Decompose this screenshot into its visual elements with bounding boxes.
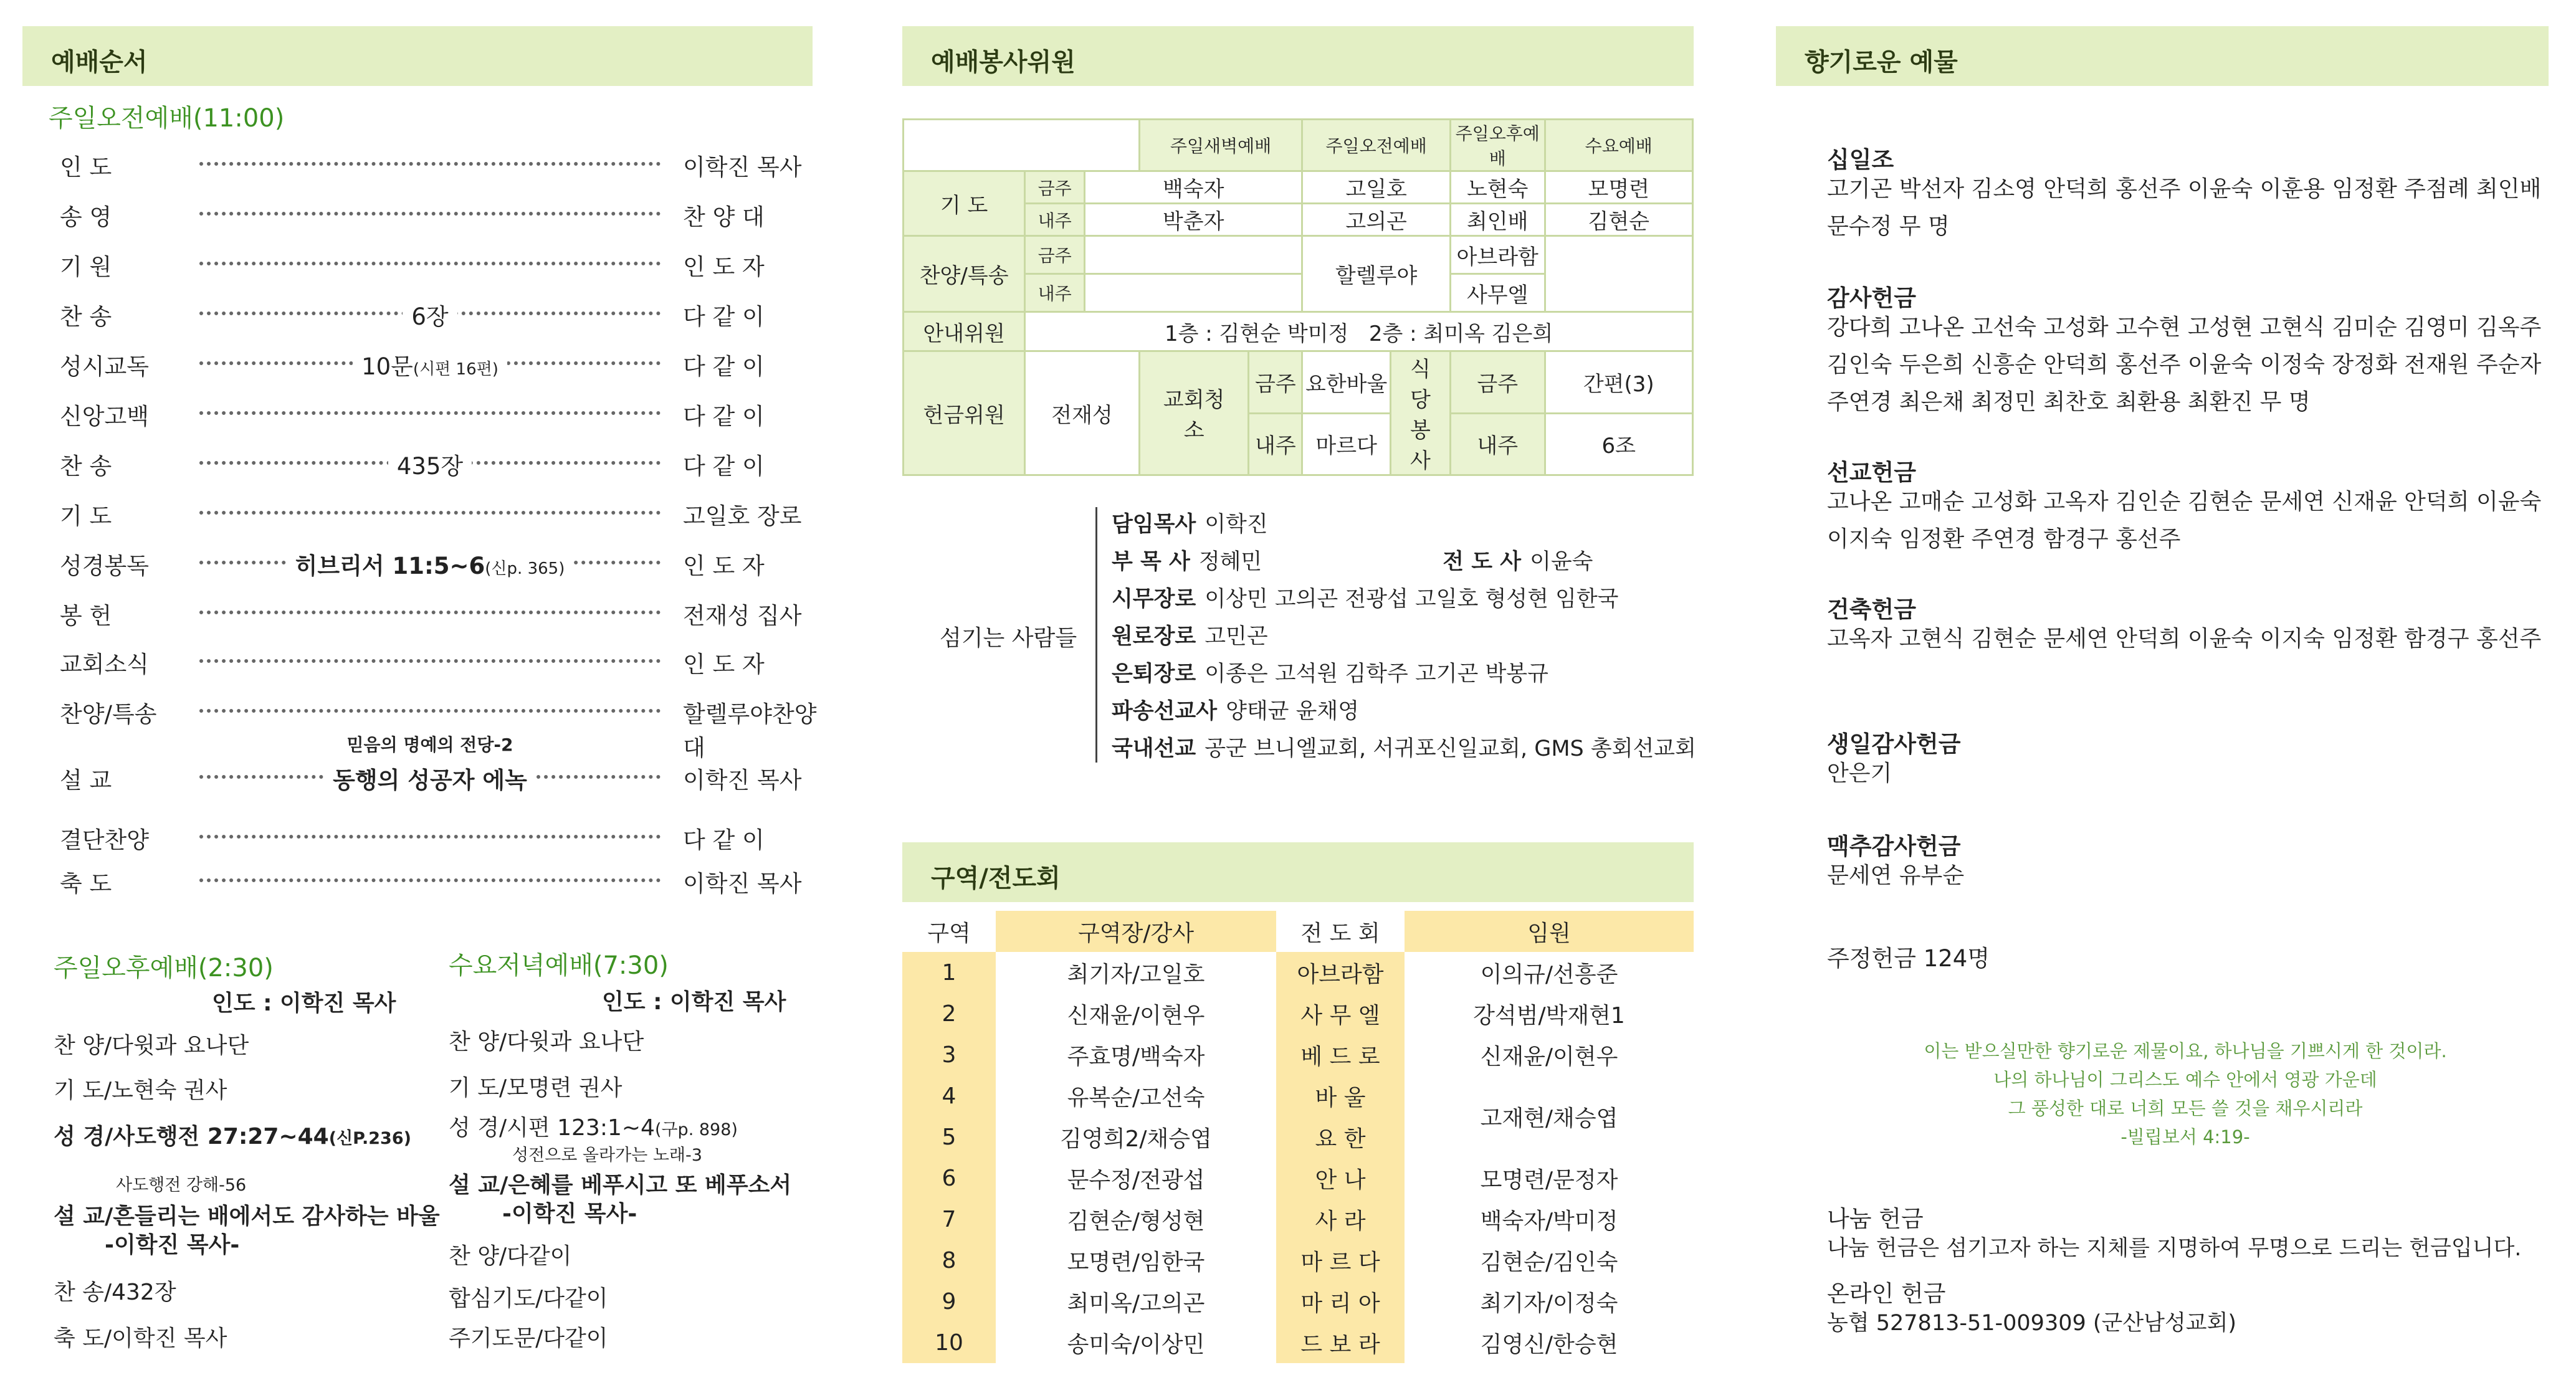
leader-line: 원로장로 고민곤	[1112, 624, 1268, 649]
cleaning-label: 교회청소	[1139, 351, 1249, 475]
order-item-detail: 435장	[199, 447, 661, 481]
order-row	[60, 547, 776, 584]
district-cell-no: 4	[902, 1075, 996, 1116]
order-item-person: 다 같 이	[683, 827, 765, 854]
order-item-person: 다 같 이	[683, 303, 765, 330]
leader-dots	[199, 878, 661, 882]
prayer-dawn-this: 백숙자	[1085, 171, 1302, 204]
header-dawn: 주일새벽예배	[1139, 120, 1302, 171]
this-week-label: 금주	[1450, 351, 1545, 414]
order-item-label: 찬양/특송	[60, 701, 157, 728]
wednesday-line: 설 교/은혜를 베푸시고 또 베푸소서	[449, 1172, 792, 1198]
district-cell-society: 마 르 다	[1276, 1240, 1405, 1281]
sunday-offering: 주정헌금 124명	[1827, 945, 1990, 972]
district-row	[902, 1075, 1694, 1116]
leader-dots	[199, 262, 661, 265]
order-item-person: 다 같 이	[683, 353, 765, 380]
section-header-offerings: 향기로운 예물	[1776, 26, 2549, 86]
afternoon-line: -이학진 목사-	[105, 1232, 240, 1258]
district-header: 전 도 회	[1300, 920, 1380, 946]
order-item-label: 신앙고백	[60, 403, 149, 430]
header-morning: 주일오전예배	[1302, 120, 1451, 171]
volunteer-table	[902, 118, 1694, 476]
district-header: 구역	[927, 920, 971, 946]
district-row	[902, 993, 1694, 1034]
order-item-label: 봉 헌	[60, 602, 112, 629]
order-item-person: 이학진 목사	[683, 154, 802, 181]
sharing-offering-title: 나눔 헌금	[1827, 1205, 1924, 1232]
next-week-label: 내주	[1450, 413, 1545, 475]
order-row	[60, 397, 776, 435]
district-cell-leader: 김현순/형성현	[1067, 1208, 1205, 1234]
district-cell-no: 6	[902, 1158, 996, 1199]
order-row	[60, 645, 776, 683]
this-week-label: 금주	[1025, 171, 1085, 204]
offering-title: 맥추감사헌금	[1827, 833, 1961, 860]
offering-committee-name: 전재성	[1025, 351, 1140, 475]
order-item-label: 송 영	[60, 204, 112, 231]
online-offering-account: 농협 527813-51-009309 (군산남성교회)	[1827, 1311, 2237, 1336]
header-afternoon: 주일오후예배	[1450, 120, 1545, 171]
prayer-morning-next: 고의곤	[1302, 204, 1451, 236]
prayer-wednesday-this: 모명련	[1545, 171, 1692, 204]
offering-title: 십일조	[1827, 146, 1894, 173]
wednesday-line: 주기도문/다같이	[449, 1326, 608, 1351]
next-week-label: 내주	[1025, 274, 1085, 312]
district-cell-officer: 이의규/선흥준	[1480, 961, 1618, 987]
offering-title: 건축헌금	[1827, 596, 1916, 623]
afternoon-line: 찬 송/432장	[54, 1280, 176, 1305]
cleaning-this: 요한바울	[1302, 351, 1391, 414]
district-cell-no: 8	[902, 1240, 996, 1281]
leader-line: 시무장로 이상민 고의곤 전광섭 고일호 형성현 임한국	[1112, 587, 1619, 612]
leader-dots	[199, 411, 661, 415]
order-item-label: 기 원	[60, 254, 112, 280]
wednesday-line: 찬 양/다윗과 요나단	[449, 1029, 644, 1055]
wednesday-line: -이학진 목사-	[502, 1201, 637, 1227]
order-row	[60, 735, 802, 799]
leader-dots	[199, 611, 661, 614]
district-row	[902, 1158, 1694, 1199]
section-header-districts: 구역/전도회	[902, 842, 1694, 902]
district-header: 임원	[1405, 911, 1694, 952]
order-item-person: 인 도 자	[683, 254, 765, 280]
this-week-label: 금주	[1025, 236, 1085, 274]
district-cell-officer: 백숙자/박미정	[1480, 1208, 1618, 1234]
order-item-person: 할렐루야찬양대	[683, 701, 817, 761]
leader-dots	[199, 709, 661, 713]
district-row	[902, 1240, 1694, 1281]
offering-title: 생일감사헌금	[1827, 731, 1961, 758]
afternoon-service-title: 주일오후예배(2:30)	[54, 954, 274, 982]
order-item-label: 기 도	[60, 503, 112, 530]
offering-donors: 안은기	[1827, 761, 1892, 786]
afternoon-line: 찬 양/다윗과 요나단	[54, 1033, 249, 1058]
order-item-person: 다 같 이	[683, 403, 765, 430]
wednesday-service-title: 수요저녁예배(7:30)	[449, 951, 669, 980]
online-offering-title: 온라인 헌금	[1827, 1280, 1946, 1307]
order-row	[60, 597, 802, 634]
district-row	[902, 1281, 1694, 1322]
district-cell-officer: 김영신/한승현	[1480, 1331, 1618, 1358]
usher-label: 안내위원	[904, 312, 1025, 351]
order-item-person: 인 도 자	[683, 651, 765, 678]
order-item-label: 성경봉독	[60, 553, 149, 579]
cleaning-next: 마르다	[1302, 413, 1391, 475]
praise-label: 찬양/특송	[904, 236, 1025, 312]
next-week-label: 내주	[1025, 204, 1085, 236]
district-cell-officer: 김현순/김인숙	[1480, 1249, 1618, 1275]
order-item-person: 찬 양 대	[683, 204, 765, 231]
header-wednesday: 수요예배	[1545, 120, 1692, 171]
district-cell-officer: 강석범/박재현1	[1473, 1002, 1625, 1029]
order-item-person: 이학진 목사	[683, 870, 802, 897]
district-cell-society: 베 드 로	[1276, 1034, 1405, 1075]
leader-dots	[199, 162, 661, 166]
order-item-label: 결단찬양	[60, 827, 149, 854]
order-row	[60, 348, 776, 385]
district-row	[902, 1034, 1694, 1075]
section-header-order: 예배순서	[22, 26, 813, 86]
district-row	[902, 952, 1694, 993]
offering-donors: 문세연 유부순	[1827, 863, 1965, 888]
order-item-detail: 동행의 성공자 에녹 믿음의 명예의 전당-2	[199, 761, 661, 795]
wednesday-leader: 인도 : 이학진 목사	[602, 989, 786, 1015]
afternoon-line: 설 교/흔들리는 배에서도 감사하는 바울	[54, 1204, 440, 1229]
wednesday-line: 성 경/시편 123:1~4(구p. 898)	[449, 1115, 738, 1141]
district-cell-leader: 유복순/고선숙	[1067, 1085, 1205, 1111]
order-row	[60, 497, 802, 535]
district-cell-no: 1	[902, 952, 996, 993]
order-item-detail: 6장	[199, 298, 661, 331]
district-cell-society: 바 울	[1276, 1075, 1405, 1116]
dining-next: 6조	[1545, 413, 1692, 475]
prayer-afternoon-this: 노현숙	[1450, 171, 1545, 204]
district-cell-society: 아브라함	[1276, 952, 1405, 993]
district-cell-society: 요 한	[1276, 1116, 1405, 1158]
order-row	[60, 198, 776, 235]
afternoon-line: 성 경/사도행전 27:27~44(신P.236)	[54, 1124, 411, 1149]
district-cell-no: 2	[902, 993, 996, 1034]
order-item-person: 인 도 자	[683, 553, 765, 579]
prayer-label: 기 도	[904, 171, 1025, 236]
district-cell-no: 9	[902, 1281, 996, 1322]
district-cell-officer: 고재현/채승엽	[1480, 1105, 1618, 1131]
offering-donors: 고기곤 박선자 김소영 안덕희 홍선주 이윤숙 이훈용 임정환 주점례 최인배 문수정 무 명	[1827, 176, 2542, 239]
district-cell-no: 3	[902, 1034, 996, 1075]
order-item-person: 고일호 장로	[683, 503, 802, 530]
dining-label: 식당봉사	[1391, 351, 1451, 475]
order-row	[60, 447, 776, 485]
district-cell-no: 10	[902, 1322, 996, 1363]
leader-line: 파송선교사 양태균 윤채영	[1112, 699, 1360, 724]
prayer-dawn-next: 박춘자	[1085, 204, 1302, 236]
leader-line: 부 목 사 정혜민 전 도 사 이윤숙	[1112, 549, 1593, 574]
order-row	[60, 298, 776, 335]
sermon-series: 믿음의 명예의 전당-2	[346, 735, 513, 755]
district-row	[902, 1322, 1694, 1363]
order-row	[60, 821, 776, 858]
district-cell-leader: 문수정/전광섭	[1067, 1167, 1205, 1193]
order-row	[60, 248, 776, 285]
order-item-label: 축 도	[60, 870, 112, 897]
leader-line: 국내선교 공군 브니엘교회, 서귀포신일교회, GMS 총회선교회	[1112, 736, 1696, 761]
order-item-detail: 히브리서 11:5~6(신p. 365)	[199, 547, 661, 581]
offering-donors: 고나온 고매순 고성화 고옥자 김인순 김현순 문세연 신재윤 안덕희 이윤숙 이지숙 임정환 주연경 함경구 홍선주	[1827, 489, 2542, 552]
prayer-afternoon-next: 최인배	[1450, 204, 1545, 236]
afternoon-leader: 인도 : 이학진 목사	[212, 991, 396, 1016]
section-header-volunteers: 예배봉사위원	[902, 26, 1694, 86]
order-row	[60, 865, 802, 902]
order-item-person: 전재성 집사	[683, 602, 802, 629]
leader-dots	[199, 835, 661, 839]
order-item-label: 찬 송	[60, 303, 112, 330]
district-cell-leader: 김영희2/채승엽	[1060, 1126, 1212, 1152]
order-item-label: 교회소식	[60, 651, 149, 678]
sharing-offering-text: 나눔 헌금은 섬기고자 하는 지체를 지명하여 무명으로 드리는 헌금입니다.	[1827, 1236, 2522, 1261]
leader-dots	[199, 511, 661, 515]
afternoon-line: 기 도/노현숙 권사	[54, 1078, 227, 1103]
this-week-label: 금주	[1249, 351, 1302, 414]
district-cell-leader: 최미옥/고의곤	[1067, 1290, 1205, 1316]
offering-committee-label: 헌금위원	[904, 351, 1025, 475]
afternoon-line: 축 도/이학진 목사	[54, 1326, 227, 1351]
district-header: 구역장/강사	[996, 911, 1276, 952]
district-cell-no: 7	[902, 1199, 996, 1240]
order-item-label: 성시교독	[60, 353, 149, 380]
order-item-label: 인 도	[60, 154, 112, 181]
order-item-person: 이학진 목사	[683, 767, 802, 794]
district-cell-society: 사 라	[1276, 1199, 1405, 1240]
leaders-label: 섬기는 사람들	[940, 625, 1077, 651]
offering-donors: 고옥자 고현식 김현순 문세연 안덕희 이윤숙 이지숙 임정환 함경구 홍선주	[1827, 626, 2542, 652]
order-item-label: 찬 송	[60, 453, 112, 480]
district-cell-leader: 송미숙/이상민	[1067, 1331, 1205, 1358]
offering-donors: 강다희 고나온 고선숙 고성화 고수현 고성현 고현식 김미순 김영미 김옥주 김인숙 두은희 신흥순 안덕희 홍선주 이윤숙 이정숙 장정화 전재원 주순자 주연경 최은채 최정민 최찬호 최환용 최환진 무 명	[1827, 315, 2542, 415]
district-cell-no: 5	[902, 1116, 996, 1158]
wednesday-line: 성전으로 올라가는 노래-3	[512, 1146, 702, 1165]
dining-this: 간편(3)	[1545, 351, 1692, 414]
morning-service-title: 주일오전예배(11:00)	[49, 104, 285, 133]
afternoon-line: 사도행전 강해-56	[116, 1176, 247, 1195]
order-item-person: 다 같 이	[683, 453, 765, 480]
wednesday-line: 합심기도/다같이	[449, 1286, 608, 1311]
wednesday-line: 찬 양/다같이	[449, 1243, 572, 1269]
district-cell-society: 드 보 라	[1276, 1322, 1405, 1363]
offering-title: 감사헌금	[1827, 285, 1916, 311]
district-cell-leader: 최기자/고일호	[1067, 961, 1205, 987]
district-cell-officer: 신재윤/이현우	[1480, 1044, 1618, 1070]
order-item-label: 설 교	[60, 767, 112, 794]
leaders-divider	[1095, 507, 1097, 763]
order-row	[60, 148, 802, 186]
next-week-label: 내주	[1249, 413, 1302, 475]
wednesday-line: 기 도/모명련 권사	[449, 1075, 623, 1101]
prayer-morning-this: 고일호	[1302, 171, 1451, 204]
leader-line: 은퇴장로 이종은 고석원 김학주 고기곤 박봉규	[1112, 662, 1548, 687]
offering-title: 선교헌금	[1827, 459, 1916, 486]
district-cell-leader: 주효명/백숙자	[1067, 1044, 1205, 1070]
usher-names: 1층 : 김현순 박미정 2층 : 최미옥 김은희	[1025, 312, 1693, 351]
leader-line: 담임목사 이학진	[1112, 512, 1268, 537]
prayer-wednesday-next: 김현순	[1545, 204, 1692, 236]
district-cell-leader: 모명련/임한국	[1067, 1249, 1205, 1275]
district-cell-society: 마 리 아	[1276, 1281, 1405, 1322]
district-cell-officer: 최기자/이정숙	[1480, 1290, 1618, 1316]
district-table	[902, 911, 1694, 1363]
praise-afternoon-this: 아브라함	[1450, 236, 1545, 274]
praise-afternoon-next: 사무엘	[1450, 274, 1545, 312]
district-cell-society: 사 무 엘	[1276, 993, 1405, 1034]
order-item-detail: 10문(시편 16편)	[199, 348, 661, 381]
leader-dots	[199, 212, 661, 216]
district-row	[902, 1199, 1694, 1240]
district-cell-leader: 신재윤/이현우	[1067, 1002, 1205, 1029]
bible-verse: 이는 받으실만한 향기로운 제물이요, 하나님을 기쁘시게 한 것이라. 나의 하나님이 그리스도 예수 안에서 영광 가운데 그 풍성한 대로 너희 모든 쓸 것을 채우시리라 -빌립보서 4:19-	[1924, 1040, 2447, 1148]
district-cell-society: 안 나	[1276, 1158, 1405, 1199]
leader-dots	[199, 659, 661, 663]
district-cell-officer: 모명련/문정자	[1480, 1167, 1618, 1193]
praise-morning: 할렐루야	[1302, 236, 1451, 312]
